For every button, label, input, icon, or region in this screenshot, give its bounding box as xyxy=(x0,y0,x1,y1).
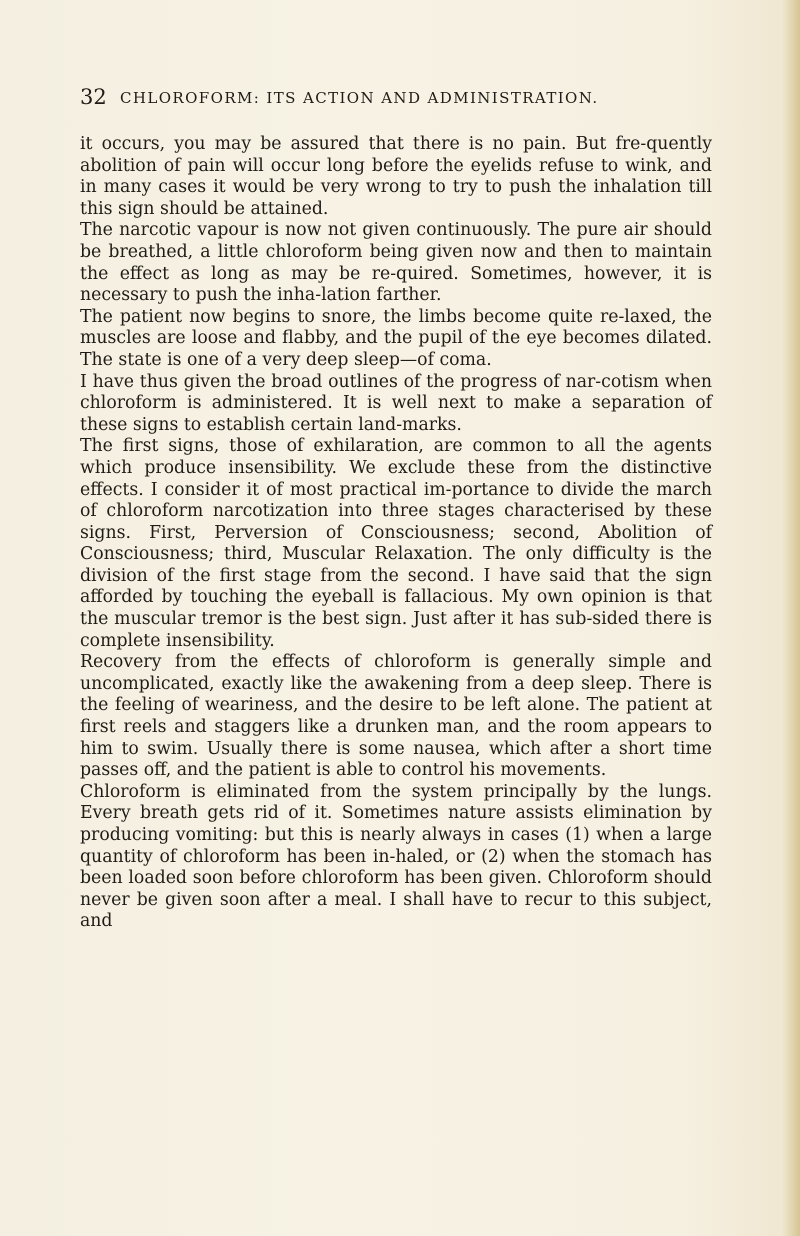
page-number: 32 xyxy=(80,85,107,109)
paragraph: Recovery from the effects of chloroform is generally simple and uncomplicated, exactly like the awakening from a deep sleep. There is the feeling of weariness, and the desire to be left alone. The patient at first reels and staggers like a drunken man, and the room appears to him to swim. Usually there is some nausea, which after a short time passes off, and the patient is able to control his movements. xyxy=(80,652,712,781)
paragraph: I have thus given the broad outlines of the progress of nar-cotism when chloroform is administered. It is well next to make a separation of these signs to establish certain land-marks. xyxy=(80,371,712,435)
running-title: CHLOROFORM: ITS ACTION AND ADMINISTRATION. xyxy=(120,89,599,107)
paragraph: The patient now begins to snore, the limbs become quite re-laxed, the muscles are loose and flabby, and the pupil of the eye becomes dilated. The state is one of a very deep sleep—of coma. xyxy=(80,306,712,370)
paragraph: it occurs, you may be assured that there is no pain. But fre-quently abolition of pain will occur long before the eyelids refuse to wink, and in many cases it would be very wrong to try to push the inhalation till this sign should be attained. xyxy=(80,134,712,219)
page-edge-shading xyxy=(782,0,800,1236)
paragraph: The first signs, those of exhilaration, are common to all the agents which produce insensibility. We exclude these from the distinctive effects. I consider it of most practical im-portance to divide the march of chloroform narcotization into three stages characterised by these signs. First, Perversion of Consciousness; second, Abolition of Consciousness; third, Muscular Relaxation. The only difficulty is the division of the first stage from the second. I have said that the sign afforded by touching the eyeball is fallacious. My own opinion is that the muscular tremor is the best sign. Just after it has sub-sided there is complete insensibility. xyxy=(80,436,712,651)
body-text xyxy=(80,134,712,933)
paragraph: Chloroform is eliminated from the system principally by the lungs. Every breath gets rid of it. Sometimes nature assists elimination by producing vomiting: but this is nearly always in cases (1) when a large quantity of chloroform has been in-haled, or (2) when the stomach has been loaded soon before chloroform has been given. Chloroform should never be given soon after a meal. I shall have to recur to this subject, and xyxy=(80,781,712,932)
paragraph: The narcotic vapour is now not given continuously. The pure air should be breathed, a little chloroform being given now and then to maintain the effect as long as may be re-quired. Sometimes, however, it is necessary to push the inha-lation farther. xyxy=(80,220,712,306)
running-head xyxy=(80,82,720,112)
